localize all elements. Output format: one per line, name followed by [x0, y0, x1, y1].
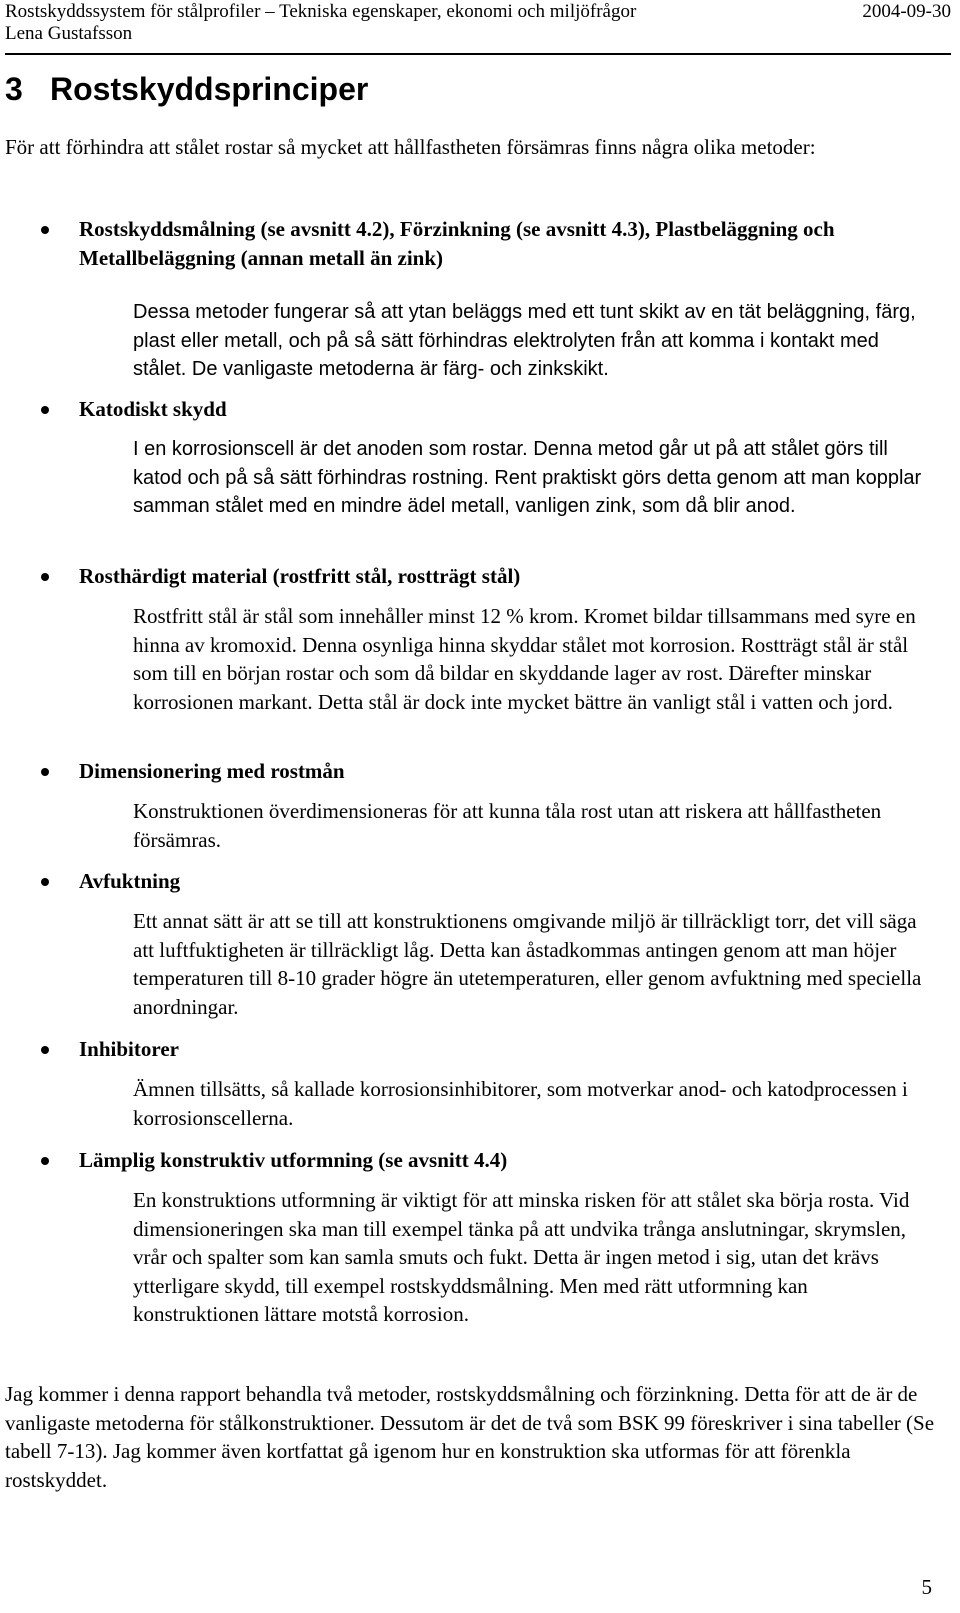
bullet-description: I en korrosionscell är det anoden som rostar. Denna metod går ut på att stålet görs till katod och på så sätt förhindras rostning. Rent praktiskt görs detta genom att man kopplar samman stålet med en mindre ädel metall, vanligen zink, som då blir anod. [133, 438, 922, 517]
bullet-item [79, 395, 949, 424]
bullet-item [79, 867, 949, 896]
section-title: Rostskyddsprinciper [50, 71, 369, 107]
bullet-item [79, 215, 949, 272]
bullet-dot [41, 226, 49, 234]
bullet-title: Dimensionering med rostmån [79, 759, 345, 783]
intro-paragraph: För att förhindra att stålet rostar så mycket att hållfastheten försämras finns några olika metoder: [5, 135, 816, 159]
bullet-dot [41, 878, 49, 886]
header-title: Rostskyddssystem för stålprofiler – Tekniska egenskaper, ekonomi och miljöfrågor [5, 1, 637, 22]
bullet-title: Avfuktning [79, 869, 181, 893]
page-number: 5 [921, 1575, 932, 1599]
bullet-item [79, 1146, 949, 1175]
bullet-description: Rostfritt stål är stål som innehåller minst 12 % krom. Kromet bildar tillsammans med syre en hinna av kromoxid. Denna osynliga hinna skyddar stålet mot korrosion. Rostträgt stål är stål som till en början rostar och som då bildar en skyddande lager av rost. Därefter minskar korrosionen markant. Detta stål är dock inte mycket bättre än vanligt stål i vatten och jord. [133, 604, 916, 714]
bullet-item [79, 757, 949, 786]
bullet-description: Konstruktionen överdimensioneras för att kunna tåla rost utan att riskera att hållfastheten försämras. [133, 799, 882, 852]
bullet-title: Rosthärdigt material (rostfritt stål, rostträgt stål) [79, 564, 521, 588]
bullet-dot [41, 406, 49, 414]
running-header [5, 0, 951, 58]
bullet-description: En konstruktions utformning är viktigt för att minska risken för att stålet ska börja rosta. Vid dimensioneringen ska man till exempel tänka på att undvika trånga anslutningar, skrymslen, vrår och spalter som kan samla smuts och fukt. Detta är ingen metod i sig, utan det krävs ytterligare skydd, till exempel rostskyddsmålning. Men med rätt utformning kan konstruktionen lättare motstå korrosion. [133, 1188, 910, 1326]
bullet-dot [41, 768, 49, 776]
bullet-dot [41, 1046, 49, 1054]
closing-paragraph: Jag kommer i denna rapport behandla två metoder, rostskyddsmålning och förzinkning. Detta för att de är de vanligaste metoderna för stålkonstruktioner. Dessutom är det de två som BSK 99 föreskriver i sina tabeller (Se tabell 7-13). Jag kommer även kortfattat gå igenom hur en konstruktion ska utformas för att förenkla rostskyddet. [5, 1382, 935, 1492]
bullet-description: Ämnen tillsätts, så kallade korrosionsinhibitorer, som motverkar anod- och katodprocessen i korrosionscellerna. [133, 1077, 908, 1130]
section-heading [5, 68, 368, 110]
bullet-dot [41, 573, 49, 581]
bullet-description: Ett annat sätt är att se till att konstruktionens omgivande miljö är tillräckligt torr, det vill säga att luftfuktigheten är tillräckligt låg. Detta kan åstadkommas antingen genom att man höjer temperaturen till 8-10 grader högre än utetemperaturen, eller genom avfuktning med speciella anordningar. [133, 909, 922, 1019]
section-number: 3 [5, 71, 23, 107]
bullet-item [79, 1035, 949, 1064]
bullet-title: Inhibitorer [79, 1037, 179, 1061]
header-date: 2004-09-30 [862, 1, 951, 22]
bullet-description: Dessa metoder fungerar så att ytan beläggs med ett tunt skikt av en tät beläggning, färg, plast eller metall, och på så sätt förhindras elektrolyten från att komma i kontakt med stålet. De vanligaste metoderna är färg- och zinkskikt. [133, 301, 916, 380]
header-author: Lena Gustafsson [5, 23, 133, 44]
bullet-dot [41, 1157, 49, 1165]
bullet-title: Katodiskt skydd [79, 397, 227, 421]
header-divider [5, 53, 951, 55]
bullet-title: Rostskyddsmålning (se avsnitt 4.2), Förzinkning (se avsnitt 4.3), Plastbeläggning och Metallbeläggning (annan metall än zink) [79, 217, 835, 270]
bullet-item [79, 562, 949, 591]
bullet-title: Lämplig konstruktiv utformning (se avsnitt 4.4) [79, 1148, 508, 1172]
